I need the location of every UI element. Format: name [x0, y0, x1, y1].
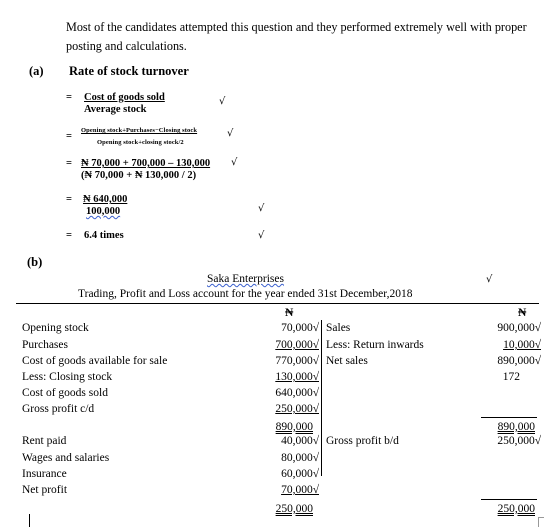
- part-b-label: (b): [27, 255, 43, 269]
- tick-mark: √: [258, 203, 265, 214]
- eq-sign: =: [66, 194, 72, 205]
- left-row-label: Insurance: [22, 468, 67, 480]
- currency-header-right: ₦: [518, 307, 527, 319]
- left-row-amount: 70,000√: [281, 484, 319, 496]
- eq-sign: =: [66, 92, 72, 103]
- right-row-label: Less: Return inwards: [326, 339, 424, 351]
- part-a-label: (a): [29, 64, 44, 78]
- account-heading: Trading, Profit and Loss account for the year ended 31st December,2018: [78, 288, 413, 300]
- right-row-label: Sales: [326, 322, 351, 334]
- right-row-amount: 890,000√: [497, 355, 541, 367]
- left-row-label: Less: Closing stock: [22, 371, 113, 383]
- left-row-amount: 130,000√: [275, 371, 319, 383]
- left-row-label: Gross profit c/d: [22, 403, 95, 415]
- right-total-amount: 890,000: [497, 421, 535, 433]
- left-row-amount: 700,000√: [275, 339, 319, 351]
- right-row-amount: 172: [502, 371, 520, 383]
- formula-2-denominator: Opening stock+closing stock/2: [97, 139, 184, 146]
- right-row-label: Net sales: [326, 355, 368, 367]
- left-total-amount: 890,000: [275, 421, 313, 433]
- right-row-amount: 900,000√: [497, 322, 541, 334]
- tick-mark: √: [231, 157, 238, 168]
- tick-mark: √: [258, 230, 265, 241]
- formula-4-numerator: ₦ 640,000: [83, 194, 128, 205]
- left-row-label: Cost of goods available for sale: [22, 355, 168, 367]
- right-total-amount: 250,000: [497, 503, 535, 515]
- formula-2-numerator: Opening stock+Purchases−Closing stock: [81, 127, 198, 134]
- formula-4-denominator: 100,000: [86, 206, 121, 217]
- left-row-amount: 250,000√: [275, 403, 319, 415]
- text-cursor: [29, 514, 30, 527]
- left-row-label: Purchases: [22, 339, 68, 351]
- corner-mark: [538, 517, 539, 527]
- top-rule: [16, 303, 539, 304]
- right-total-rule: [481, 499, 537, 500]
- left-row-label: Net profit: [22, 484, 68, 496]
- intro-paragraph: Most of the candidates attempted this question and they performed extremely well with proper posting and calculations.: [66, 20, 527, 53]
- eq-sign: =: [66, 158, 72, 169]
- part-a-title: Rate of stock turnover: [69, 64, 189, 78]
- left-row-amount: 770,000√: [275, 355, 319, 367]
- formula-3-denominator: (₦ 70,000 + ₦ 130,000 / 2): [81, 170, 197, 181]
- eq-sign: =: [66, 230, 72, 241]
- formula-1-numerator: Cost of goods sold: [84, 92, 165, 103]
- left-row-label: Cost of goods sold: [22, 387, 108, 399]
- right-total-rule: [481, 417, 537, 418]
- left-row-amount: 40,000√: [281, 435, 319, 447]
- column-divider: [321, 320, 322, 476]
- left-row-amount: 60,000√: [281, 468, 319, 480]
- right-row-label: Gross profit b/d: [326, 435, 399, 447]
- formula-1-denominator: Average stock: [84, 104, 147, 115]
- left-row-amount: 640,000√: [275, 387, 319, 399]
- currency-header-left: ₦: [285, 307, 294, 319]
- tick-mark: √: [227, 128, 234, 139]
- eq-sign: =: [66, 131, 72, 142]
- left-row-amount: 70,000√: [281, 322, 319, 334]
- formula-3-numerator: ₦ 70,000 + 700,000 – 130,000: [81, 158, 211, 169]
- result-value: 6.4 times: [84, 230, 124, 241]
- right-row-amount: 250,000√: [497, 435, 541, 447]
- tick-mark: √: [486, 274, 493, 285]
- left-row-amount: 80,000√: [281, 452, 319, 464]
- right-row-amount: 10,000√: [503, 339, 541, 351]
- left-row-label: Opening stock: [22, 322, 89, 334]
- left-row-label: Wages and salaries: [22, 452, 110, 464]
- left-total-amount: 250,000: [275, 503, 313, 515]
- left-row-label: Rent paid: [22, 435, 67, 447]
- tick-mark: √: [219, 96, 226, 107]
- company-name: Saka Enterprises: [207, 273, 284, 285]
